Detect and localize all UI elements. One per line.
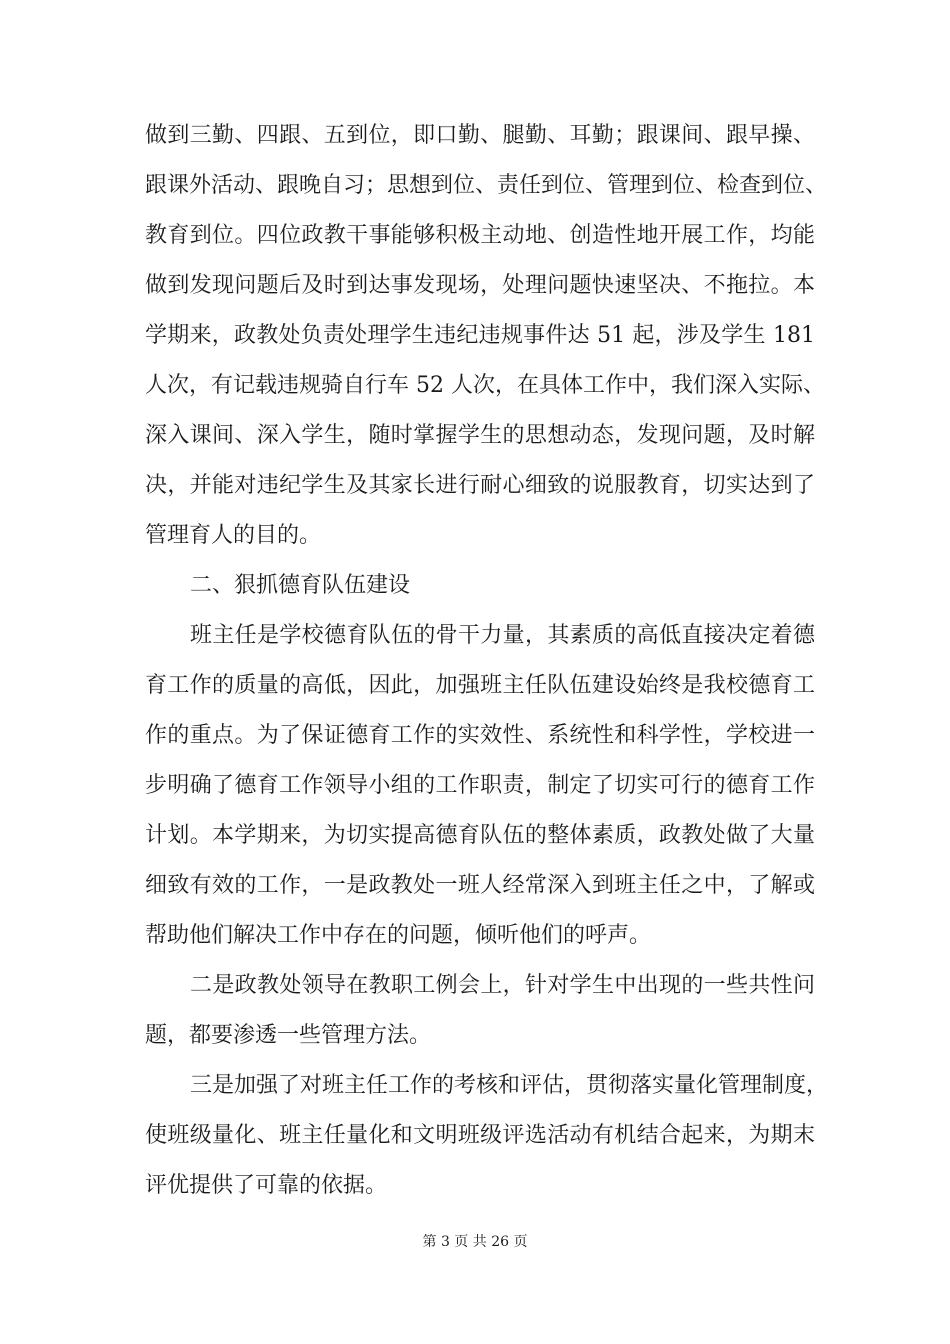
text-line: 计划。本学期来，为切实提高德育队伍的整体素质，政教处做了大量	[145, 823, 815, 848]
text-line: 教育到位。四位政教干事能够积极主动地、创造性地开展工作，均能	[145, 223, 815, 248]
text-line: 使班级量化、班主任量化和文明班级评选活动有机结合起来，为期末	[145, 1123, 815, 1148]
text-line: 班主任是学校德育队伍的骨干力量，其素质的高低直接决定着德	[190, 623, 815, 648]
text-line: 评优提供了可靠的依据。	[145, 1173, 388, 1198]
text-line: 作的重点。为了保证德育工作的实效性、系统性和科学性，学校进一	[145, 723, 815, 748]
text-line: 步明确了德育工作领导小组的工作职责，制定了切实可行的德育工作	[145, 773, 815, 798]
text-line: 做到三勤、四跟、五到位，即口勤、腿勤、耳勤；跟课间、跟早操、	[145, 123, 815, 148]
text-line: 深入课间、深入学生，随时掌握学生的思想动态，发现问题，及时解	[145, 423, 815, 448]
text-line: 三是加强了对班主任工作的考核和评估，贯彻落实量化管理制度，	[190, 1073, 829, 1098]
text-line: 细致有效的工作，一是政教处一班人经常深入到班主任之中，了解或	[145, 873, 815, 898]
text-line: 帮助他们解决工作中存在的问题，倾听他们的呼声。	[145, 923, 652, 948]
text-line: 人次，有记载违规骑自行车 52 人次，在具体工作中，我们深入实际、	[145, 373, 825, 398]
section-heading: 二、狠抓德育队伍建设	[190, 573, 411, 598]
text-line: 题，都要渗透一些管理方法。	[145, 1023, 432, 1048]
text-line: 育工作的质量的高低，因此，加强班主任队伍建设始终是我校德育工	[145, 673, 815, 698]
text-line: 做到发现问题后及时到达事发现场，处理问题快速坚决、不拖拉。本	[145, 273, 815, 298]
text-line: 学期来，政教处负责处理学生违纪违规事件达 51 起，涉及学生 181	[145, 323, 815, 348]
text-line: 管理育人的目的。	[145, 523, 322, 548]
text-line: 二是政教处领导在教职工例会上，针对学生中出现的一些共性问	[190, 973, 815, 998]
page-number-footer: 第 3 页 共 26 页	[422, 1234, 528, 1250]
text-line: 决，并能对违纪学生及其家长进行耐心细致的说服教育，切实达到了	[145, 473, 815, 498]
text-line: 跟课外活动、跟晚自习；思想到位、责任到位、管理到位、检查到位、	[145, 173, 828, 198]
